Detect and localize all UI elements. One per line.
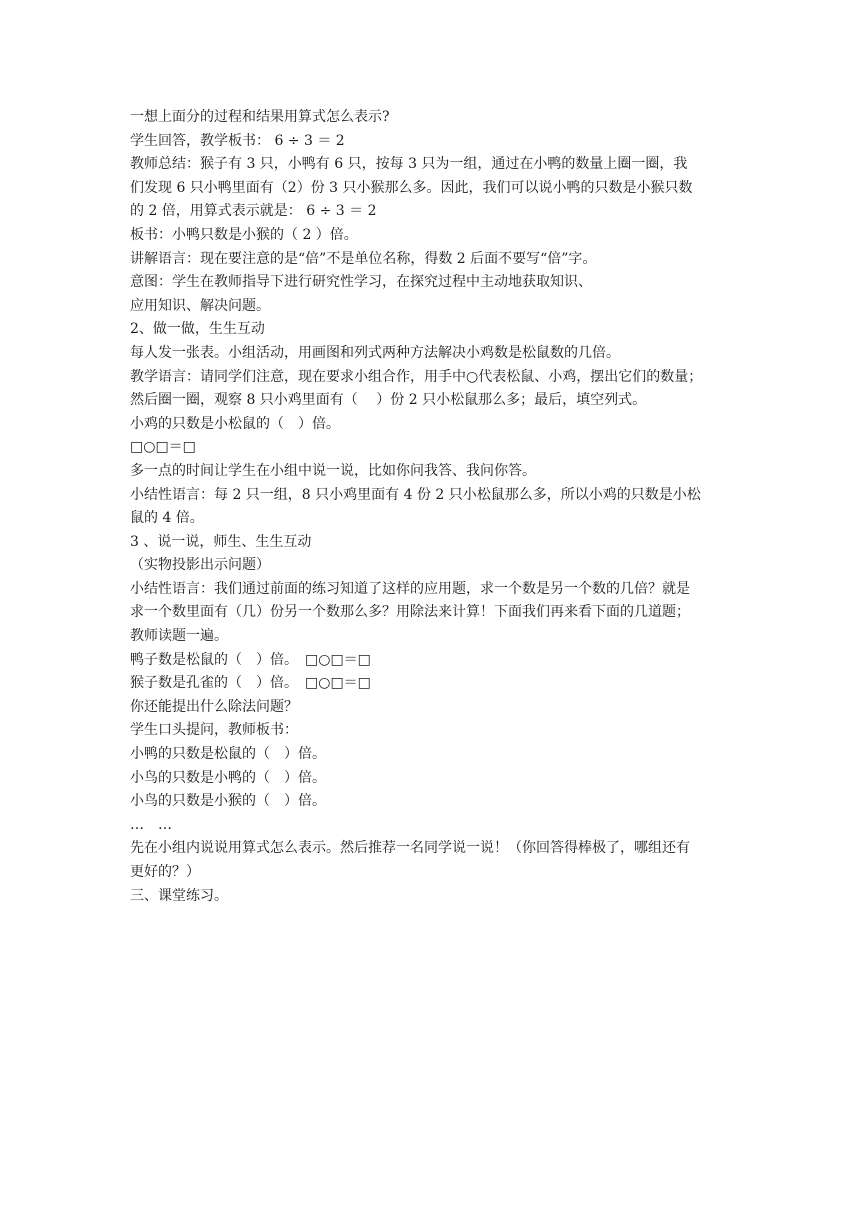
text-line: 教学语言：请同学们注意，现在要求小组合作，用手中○代表松鼠、小鸡，摆出它们的数量； (130, 368, 703, 385)
text-line: 应用知识、解决问题。 (130, 297, 270, 314)
section-heading: 3 、说一说，师生、生生互动 (130, 533, 312, 550)
text-line: 板书：小鸭只数是小猴的（ 2 ）倍。 (130, 226, 358, 243)
text-line: 鸭子数是松鼠的（ ）倍。 □○□＝□ (130, 651, 371, 668)
text-line: 一想上面分的过程和结果用算式怎么表示? (130, 109, 390, 125)
text-line: 教师读题一遍。 (130, 628, 228, 645)
text-line: 教师总结：猴子有 3 只，小鸭有 6 只，按每 3 只为一组，通过在小鸭的数量上圈一圈，我 (130, 156, 688, 173)
text-line: 讲解语言：现在要注意的是“倍”不是单位名称，得数 2 后面不要写“倍”字。 (130, 250, 597, 267)
text-line: 小鸟的只数是小鸭的（ ）倍。 (130, 769, 326, 786)
text-line: 更好的？） (130, 864, 200, 880)
text-line: 小鸡的只数是小松鼠的（ ）倍。 (130, 415, 340, 432)
text-line: 小鸟的只数是小猴的（ ）倍。 (130, 793, 326, 810)
text-line: 鼠的 4 倍。 (130, 510, 204, 527)
text-line: 小鸭的只数是松鼠的（ ）倍。 (130, 746, 326, 763)
text-line: （实物投影出示问题） (130, 557, 270, 574)
text-line: 每人发一张表。小组活动，用画图和列式两种方法解决小鸡数是松鼠数的几倍。 (130, 344, 620, 361)
text-line: 们发现 6 只小鸭里面有（2）份 3 只小猴那么多。因此，我们可以说小鸭的只数是小猴只数 (130, 179, 693, 196)
text-line: 求一个数里面有（几）份另一个数那么多？用除法来计算！下面我们再来看下面的几道题； (130, 604, 690, 621)
ellipsis-line: … … (130, 816, 172, 833)
text-line: 的 2 倍，用算式表示就是： 6 ÷ 3 ＝ 2 (130, 203, 377, 220)
text-line: 猴子数是孔雀的（ ）倍。 □○□＝□ (130, 675, 371, 692)
text-line: 学生口头提问，教师板书： (130, 722, 298, 739)
document-body (130, 106, 730, 908)
text-line: 学生回答，教学板书： 6 ÷ 3 ＝ 2 (130, 132, 345, 149)
text-line: 多一点的时间让学生在小组中说一说，比如你问我答、我问你答。 (130, 462, 536, 479)
formula-line: □○□＝□ (130, 439, 196, 456)
text-line: 小结性语言：我们通过前面的练习知道了这样的应用题，求一个数是另一个数的几倍？就是 (130, 580, 690, 597)
text-line: 你还能提出什么除法问题？ (130, 698, 298, 715)
text-line: 先在小组内说说用算式怎么表示。然后推荐一名同学说一说！（你回答得棒极了，哪组还有 (130, 840, 690, 857)
text-line: 然后圈一圈，观察 8 只小鸡里面有（ ）份 2 只小松鼠那么多；最后，填空列式。 (130, 392, 647, 409)
section-heading: 2、做一做，生生互动 (130, 321, 265, 338)
text-line: 小结性语言：每 2 只一组，8 只小鸡里面有 4 份 2 只小松鼠那么多，所以小鸡的只数是小松 (130, 486, 701, 503)
text-line: 意图：学生在教师指导下进行研究性学习，在探究过程中主动地获取知识、 (130, 274, 592, 291)
section-heading: 三、课堂练习。 (130, 887, 228, 904)
